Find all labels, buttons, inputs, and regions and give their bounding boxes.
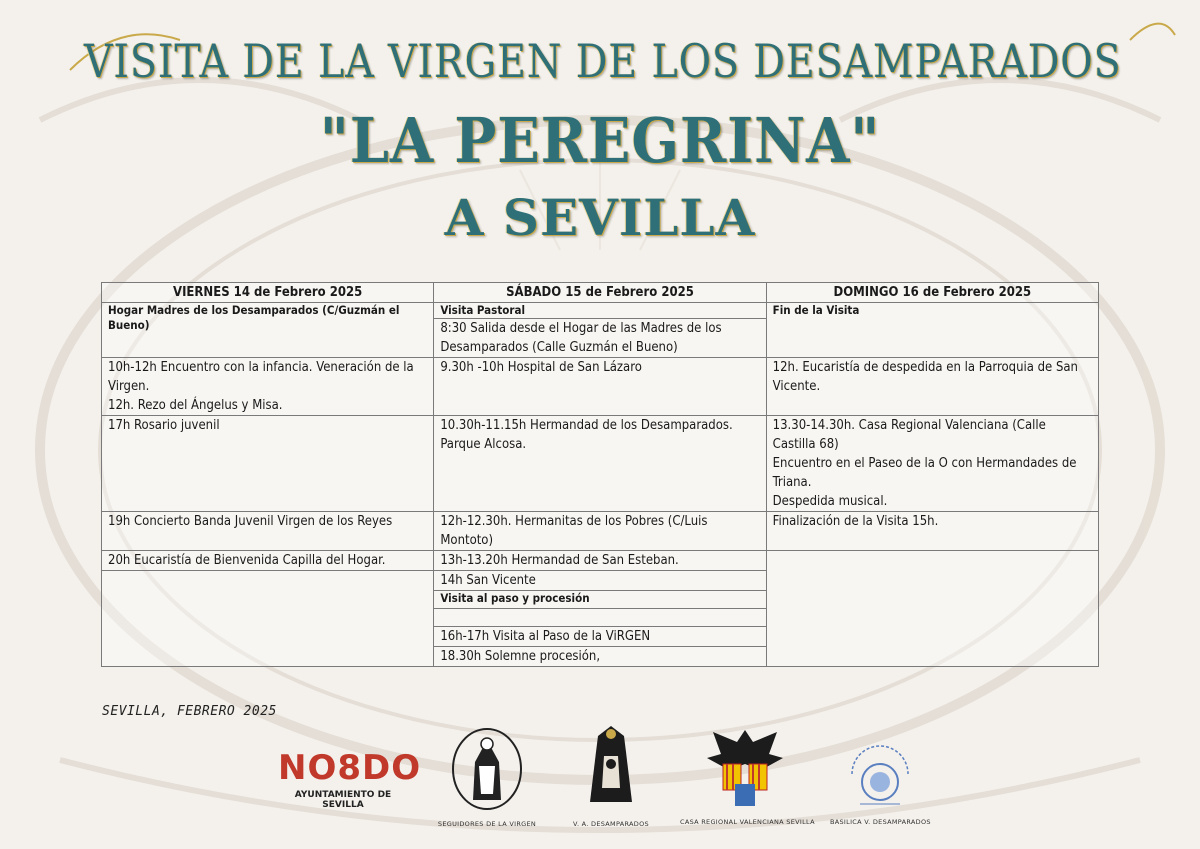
table-row (102, 551, 1099, 571)
friday-empty-cell (102, 571, 434, 667)
saturday-item: 13h-13.20h Hermandad de San Esteban. (434, 551, 766, 571)
nodo-logo-caption: AYUNTAMIENTO DE SEVILLA (294, 790, 392, 810)
saturday-item: 10.30h-11.15h Hermandad de los Desamparados. Parque Alcosa. (434, 416, 766, 512)
saturday-subheader: Visita Pastoral (434, 303, 766, 319)
friday-item (102, 358, 434, 416)
casa-regional-logo (680, 724, 815, 826)
title-line-3: A SEVILLA (444, 188, 756, 247)
table-header-row (102, 283, 1099, 303)
saturday-item: 9.30h -10h Hospital de San Lázaro (434, 358, 766, 416)
seguidores-logo (432, 726, 542, 828)
friday-item-line: 12h. Rezo del Ángelus y Misa. (108, 398, 283, 413)
sunday-item-line: Encuentro en el Paseo de la O con Hermandades de Triana. (772, 456, 1077, 490)
sunday-empty-cell (766, 551, 1098, 667)
sunday-item-line: 13.30-14.30h. Casa Regional Valenciana (Calle Castilla 68) (772, 418, 1046, 452)
basilica-emblem-icon (842, 744, 918, 812)
saturday-item: 8:30 Salida desde el Hogar de las Madres de los Desamparados (Calle Guzmán el Bueno) (434, 319, 766, 358)
va-desamparados-emblem-icon (584, 722, 638, 812)
header-friday: VIERNES 14 de Febrero 2025 (102, 283, 434, 303)
seguidores-caption: SEGUIDORES DE LA VIRGEN (437, 820, 537, 828)
sunday-item: Finalización de la Visita 15h. (766, 512, 1098, 551)
saturday-item: 16h-17h Visita al Paso de la ViRGEN (434, 627, 766, 647)
va-desamparados-caption: V. A. DESAMPARADOS (573, 820, 649, 828)
saturday-item: 18.30h Solemne procesión, (434, 647, 766, 667)
saturday-item: 14h San Vicente (434, 571, 766, 591)
saturday-subheader-2: Visita al paso y procesión (434, 591, 766, 609)
saturday-item: 12h-12.30h. Hermanitas de los Pobres (C/Luis Montoto) (434, 512, 766, 551)
friday-item: 19h Concierto Banda Juvenil Virgen de los Reyes (102, 512, 434, 551)
header-sunday: DOMINGO 16 de Febrero 2025 (766, 283, 1098, 303)
bat-crest-icon (705, 724, 785, 812)
sunday-item-line: Despedida musical. (772, 494, 888, 509)
seguidores-emblem-icon (449, 726, 525, 812)
casa-regional-caption: CASA REGIONAL VALENCIANA SEVILLA (680, 818, 815, 826)
table-row (102, 416, 1099, 512)
friday-item: 20h Eucaristía de Bienvenida Capilla del Hogar. (102, 551, 434, 571)
footer-date: SEVILLA, FEBRERO 2025 (102, 704, 277, 719)
sunday-item: 12h. Eucaristía de despedida en la Parroquia de San Vicente. (766, 358, 1098, 416)
sunday-item (766, 416, 1098, 512)
saturday-empty-cell (434, 609, 766, 627)
friday-item-line: 10h-12h Encuentro con la infancia. Veneración de la Virgen. (108, 360, 414, 394)
title-line-2: "LA PEREGRINA" (319, 104, 881, 177)
table-row (102, 303, 1099, 319)
sunday-subheader: Fin de la Visita (766, 303, 1098, 358)
nodo-logo-text: NO8DO (278, 748, 422, 788)
table-row (102, 358, 1099, 416)
header-saturday: SÁBADO 15 de Febrero 2025 (434, 283, 766, 303)
schedule-table (101, 282, 1099, 667)
nodo-logo (278, 748, 422, 810)
friday-subheader: Hogar Madres de los Desamparados (C/Guzmán el Bueno) (102, 303, 434, 358)
basilica-caption: BASILICA V. DESAMPARADOS (830, 818, 931, 826)
va-desamparados-logo (566, 722, 656, 828)
friday-item: 17h Rosario juvenil (102, 416, 434, 512)
table-row (102, 512, 1099, 551)
basilica-logo (830, 744, 930, 826)
title-line-1: VISITA DE LA VIRGEN DE LOS DESAMPARADOS (84, 34, 1122, 88)
